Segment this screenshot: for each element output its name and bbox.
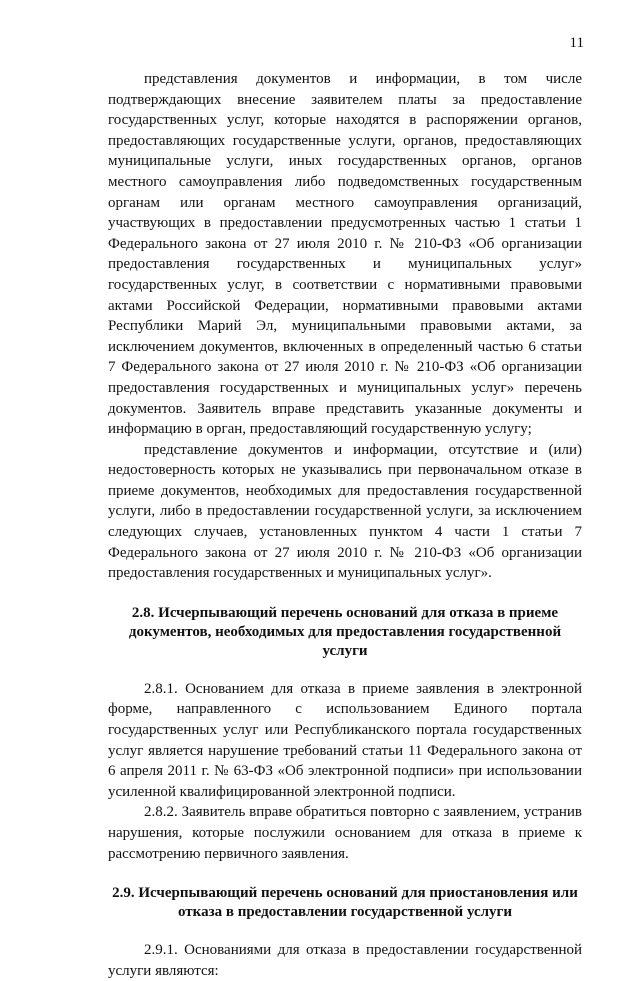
paragraph-2-9-1: 2.9.1. Основаниями для отказа в предоставлении государственной услуги являются: (108, 942, 582, 979)
paragraph-2-8-1: 2.8.1. Основанием для отказа в приеме заявления в электронной форме, направленного с использованием Единого портала государственных услуг или Республиканского портала государственных услуг является нарушение требований статьи 11 Федерального закона от 6 апреля 2011 г. № 63-ФЗ «Об электронной подписи» при использовании усиленной квалифицированной электронной подписи. (108, 680, 582, 800)
paragraph: представление документов и информации, отсутствие и (или) недостоверность которых не указывались при первоначальном отказе в приеме документов, необходимых для предоставления государственной услуги, либо в предоставлении государственной услуги, за исключением следующих случаев, установленных пунктом 4 части 1 статьи 7 Федерального закона от 27 июля 2010 г. № 210-ФЗ «Об организации предоставления государственных и муниципальных услуг». (108, 441, 582, 582)
paragraph: представления документов и информации, в том числе подтверждающих внесение заявителем платы за предоставление государственных услуг, которые находятся в распоряжении органов, предоставляющих государственные услуги, органов, предоставляющих муниципальные услуги, иных государственных органов, органов местного самоуправления либо подведомственных государственным органам или органам местного самоуправления организаций, участвующих в предоставлении предусмотренных частью 1 статьи 1 Федерального закона от 27 июля 2010 г. № 210-ФЗ «Об организации предоставления государственных и муниципальных услуг» государственных услуг, в соответствии с нормативными правовыми актами Российской Федерации, нормативными правовыми актами Республики Марий Эл, муниципальными правовыми актами, за исключением документов, включенных в определенный частью 6 статьи 7 Федерального закона от 27 июля 2010 г. № 210-ФЗ «Об организации предоставления государственных и муниципальных услуг» перечень документов. Заявитель вправе представить указанные документы и информацию в орган, предоставляющий государственную услугу; (108, 71, 582, 438)
paragraph-2-8-2: 2.8.2. Заявитель вправе обратиться повторно с заявлением, устранив нарушения, которые послужили основанием для отказа в приеме к рассмотрению первичного заявления. (108, 804, 582, 862)
page-content (108, 69, 582, 981)
section-heading-2-9: 2.9. Исчерпывающий перечень оснований для приостановления или отказа в предоставлении государственной услуги (112, 885, 578, 921)
page-number: 11 (569, 35, 584, 51)
section-heading-2-8: 2.8. Исчерпывающий перечень оснований для отказа в приеме документов, необходимых для предоставления государственной услуги (128, 604, 562, 659)
